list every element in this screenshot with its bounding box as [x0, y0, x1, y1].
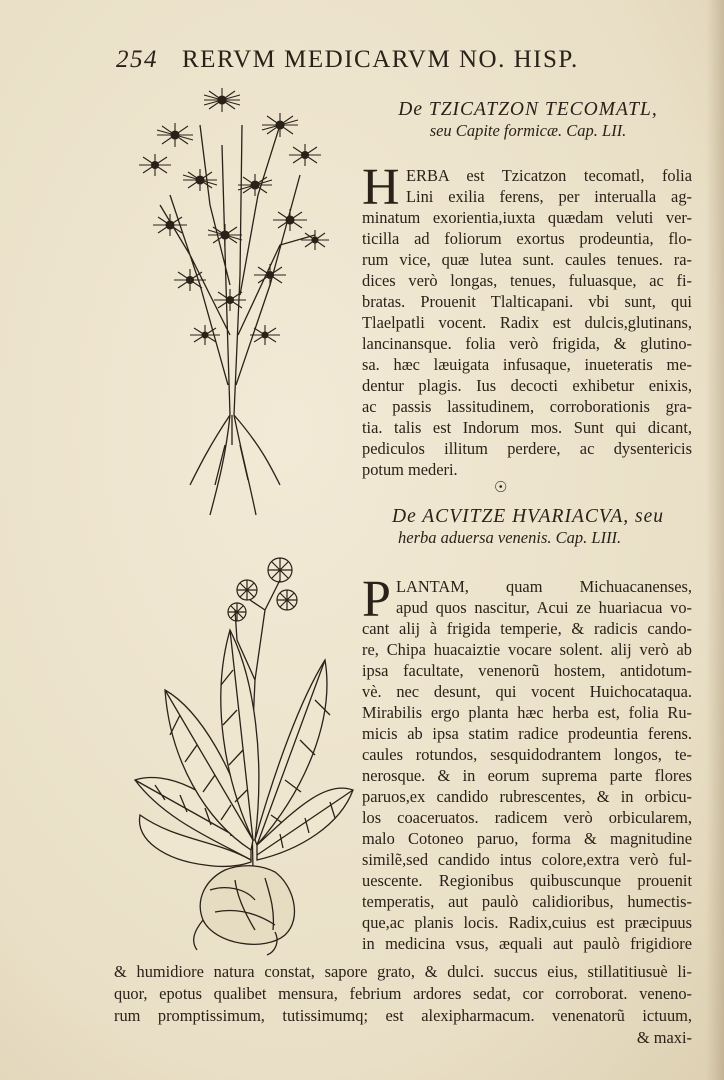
- chapter-text-wide: [114, 961, 692, 1049]
- text-line: ticilla ad foliorum exortus prodeuntia, flo-: [362, 229, 692, 248]
- text-line: ERBA est Tzicatzon tecomatl, folia: [406, 166, 692, 185]
- text-line: minatum exorientia,iuxta quædam veluti ver-: [362, 208, 692, 227]
- text-line: ac passis lassitudinem, corroborationis gra-: [362, 397, 692, 416]
- text-line: Lini exilia ferens, per interualla ag-: [406, 187, 692, 206]
- text-line: bratas. Prouenit Tlalticapani. vbi sunt, qui: [362, 292, 692, 311]
- text-line: caules rotundos, sesquidodrantem longos, te-: [362, 745, 692, 764]
- chapter-title: [360, 506, 696, 548]
- text-line: LANTAM, quam Michuacanenses,: [396, 577, 692, 596]
- chapter-subtitle-line: herba aduersa venenis. Cap. LIII.: [398, 528, 622, 547]
- text-line: dices verò longas, tenues, fuluasque, ac fi-: [362, 271, 692, 290]
- woodcut-acuitze-huariacua: [125, 540, 360, 960]
- chapter-text: [362, 571, 692, 954]
- chapter-title: [360, 99, 696, 141]
- marginal-mark: ☉: [494, 478, 508, 496]
- text-line: rum vice, quæ lutea sunt. caules tenues. ra-: [362, 250, 692, 269]
- catchword: & maxi-: [636, 1028, 692, 1047]
- text-line: quor, epotus qualibet mensura, febrium ardores sedat, cor corroborat. veneno-: [114, 984, 692, 1003]
- text-line: pediculos illitum perdere, ac dysentericis: [362, 439, 692, 458]
- text-line: lancinansque. folia verò frigida, & glutino-: [362, 334, 692, 353]
- text-line: & humidiore natura constat, sapore grato, & dulci. succus eius, stillatitiusuè li-: [114, 962, 692, 981]
- text-line: vè. nec desunt, qui vocent Huichocataqua.: [362, 682, 692, 701]
- text-line: paruos,ex candido rubrescentes, & in orbicu-: [362, 787, 692, 806]
- chapter-text: [362, 159, 692, 480]
- text-line: cant alij à frigida temperie, & radicis cando-: [362, 619, 692, 638]
- page-number: 254: [116, 46, 158, 73]
- woodcut-tzicatzon-tecomatl: [130, 85, 335, 520]
- text-line: apud quos nascitur, Acui ze huariacua vo-: [396, 598, 692, 617]
- text-line: temperatis, aut paulò calidioribus, humectis-: [362, 892, 692, 911]
- text-line: re, Chipa huacaiztie vocare solent. alij verò ab: [362, 640, 692, 659]
- text-line: Tlaelpatli vocent. Radix est dulcis,glutinans,: [362, 313, 692, 332]
- text-line: malo Cotoneo paruo, forma & magnitudine: [362, 829, 692, 848]
- text-line: in medicina vsus, æquali aut paulò frigidiore: [362, 934, 692, 953]
- text-line: ipsa facultate, venenorũ hostem, antidotum-: [362, 661, 692, 680]
- text-line: dentur plagis. Ius decocti exhibetur enixis,: [362, 376, 692, 395]
- text-line: nerosque. & in eorum suprema parte flores: [362, 766, 692, 785]
- chapter-title-line: De TZICATZON TECOMATL,: [398, 99, 658, 120]
- text-line: uescente. Regionibus quibuscunque prouenit: [362, 871, 692, 890]
- text-line: tia. talis est Indorum mos. Sunt qui dicant,: [362, 418, 692, 437]
- running-title: RERVM MEDICARVM NO. HISP.: [182, 46, 579, 73]
- page-edge-shadow: [706, 0, 724, 1080]
- drop-capital: P: [362, 571, 391, 628]
- text-line: micis ab ipsa statim radice prodeuntia ferens.: [362, 724, 692, 743]
- text-line: los coaceruatos. radicem verò orbicularem,: [362, 808, 692, 827]
- drop-capital: H: [362, 159, 400, 216]
- running-head: [116, 46, 636, 80]
- text-line: que,ac planis locis. Radix,cuius est præcipuus: [362, 913, 692, 932]
- text-line: sa. hæc læuigata infusaque, inueteratis me-: [362, 355, 692, 374]
- text-line: similẽ,sed candido intus colore,extra verò ful-: [362, 850, 692, 869]
- text-line: rum promptissimum, tutissimumq; est alexipharmacum. venenatorũ ictuum,: [114, 1006, 692, 1025]
- text-line: Mirabilis ergo planta hæc herba est, folia Ru-: [362, 703, 692, 722]
- text-line: potum mederi.: [362, 460, 458, 479]
- chapter-title-line: De ACVITZE HVARIACVA, seu: [392, 506, 664, 527]
- chapter-subtitle-line: seu Capite formicæ. Cap. LII.: [429, 121, 627, 140]
